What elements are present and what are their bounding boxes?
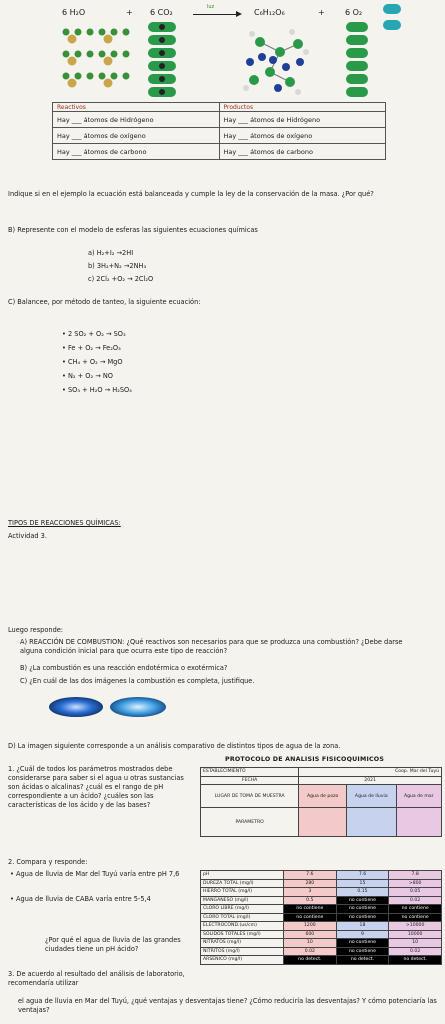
spacer-cell xyxy=(347,808,396,837)
value-mar: 10000 xyxy=(389,930,442,939)
value-mar: no contiene xyxy=(389,905,442,914)
row-dureza xyxy=(201,879,442,888)
row-ph xyxy=(201,871,442,880)
value-lluvia: no contiene xyxy=(336,913,389,922)
value-pozo: 10 xyxy=(284,939,337,948)
param-name: CLORO LIBRE (mg/l) xyxy=(201,905,284,914)
establecimiento-label: ESTABLECIMIENTO xyxy=(201,768,299,777)
row-solidos xyxy=(201,930,442,939)
question-a: A) REACCIÓN DE COMBUSTION: ¿Qué reactivos son necesarios para que se produzca una combustión? ¿Debe darse alguna condición inicial para que ocurra este tipo de reacción? xyxy=(20,638,403,655)
section-c-item: • SO₃ + H₂O → H₂SO₄ xyxy=(62,386,132,394)
fecha-value: 2021 xyxy=(299,776,442,785)
value-pozo: no contiene xyxy=(284,913,337,922)
value-pozo: 600 xyxy=(284,930,337,939)
param-name: ELECTROCOND.(us/cm) xyxy=(201,922,284,931)
section-c-title: C) Balancee, por método de tanteo, la siguiente ecuación: xyxy=(8,298,201,306)
question-3: 3. De acuerdo al resultado del análisis de laboratorio, recomendaría utilizar xyxy=(8,970,185,987)
section-c-item: • Fe + O₂ → Fe₂O₃ xyxy=(62,344,121,352)
value-lluvia: 18 xyxy=(336,922,389,931)
question-2-bullet-2: • Agua de lluvia de CABA varía entre 5-5,4 xyxy=(10,895,151,903)
question-indique: Indique si en el ejemplo la ecuación está balanceada y cumple la ley de la conservación de la masa. ¿Por qué? xyxy=(8,190,374,198)
co2-molecules-model xyxy=(144,20,184,98)
luego-responde: Luego responde: xyxy=(8,626,64,634)
fecha-label: FECHA xyxy=(201,776,299,785)
header-reactivos: Reactivos xyxy=(53,103,220,112)
cell-reactivos-oxigeno[interactable]: Hay ___ átomos de oxígeno xyxy=(53,128,220,144)
section-c-item: • CH₄ + O₂ → MgO xyxy=(62,358,123,366)
row-cloro-total xyxy=(201,913,442,922)
arrow-head xyxy=(236,11,242,17)
section-c-item: • 2 SO₂ + O₂ → SO₃ xyxy=(62,330,126,338)
section-b-item-a: a) H₂+I₂ →2HI xyxy=(88,249,134,257)
value-lluvia: no detect. xyxy=(336,956,389,965)
value-lluvia: no contiene xyxy=(336,947,389,956)
question-1: 1. ¿Cuál de todos los parámetros mostrados debe considerarse para saber si el agua u otras sustancias son ácidas o alcalinas? ¿cuál es el rango de pH correspondiente a un ácido? ¿cuáles son las características de los ácido y de las bases? xyxy=(8,765,184,809)
row-nitritos xyxy=(201,947,442,956)
column-lluvia: Agua de lluvia xyxy=(347,785,396,808)
value-lluvia: 0.15 xyxy=(336,888,389,897)
row-nitratos xyxy=(201,939,442,948)
types-title: TIPOS DE REACCIONES QUÍMICAS: xyxy=(8,519,121,527)
oxygen-legend-icon-2 xyxy=(383,20,401,30)
parametro-label: PARAMETRO xyxy=(201,808,299,837)
section-b-item-b: b) 3H₂+N₂ →2NH₃ xyxy=(88,262,147,270)
value-mar: 0.02 xyxy=(389,947,442,956)
oxygen-legend-icon xyxy=(383,4,401,14)
question-2: 2. Compara y responde: xyxy=(8,858,88,866)
header-productos: Productos xyxy=(219,103,386,112)
reactant-co2: 6 CO₂ xyxy=(150,8,173,17)
plus-sign-2: + xyxy=(318,8,325,17)
section-b-item-c: c) 2Cl₂ +O₂ → 2Cl₂O xyxy=(88,275,154,283)
param-name: SOLIDOS TOTALES (mg/l) xyxy=(201,930,284,939)
cell-productos-hidrogeno[interactable]: Hay ___ átomos de Hidrógeno xyxy=(219,112,386,128)
arrow-label: luz xyxy=(207,4,215,10)
param-name: pH xyxy=(201,871,284,880)
value-mar: no detect. xyxy=(389,956,442,965)
equation xyxy=(0,0,445,100)
section-c-list xyxy=(62,330,132,400)
param-name: MANGANESO (mg/l) xyxy=(201,896,284,905)
product-glucose: C₆H₁₂O₆ xyxy=(254,8,285,17)
question-d: D) La imagen siguiente corresponde a un análisis comparativo de distintos tipos de agua de la zona. xyxy=(8,742,341,750)
section-c-item: • N₂ + O₂ → NO xyxy=(62,372,113,380)
burner-incomplete-combustion-image xyxy=(110,697,166,717)
burner-complete-combustion-image xyxy=(49,697,103,717)
value-lluvia: no contiene xyxy=(336,905,389,914)
value-mar: 0.02 xyxy=(389,896,442,905)
section-b-title: B) Represente con el modelo de esferas las siguientes ecuaciones químicas xyxy=(8,226,258,234)
question-2-bullet-1: • Agua de lluvia de Mar del Tuyú varía entre pH 7,6 xyxy=(10,870,180,878)
question-b: B) ¿La combustión es una reacción endotérmica o exotérmica? xyxy=(20,664,228,672)
value-lluvia: 9 xyxy=(336,930,389,939)
row-arsenico xyxy=(201,956,442,965)
product-oxygen: 6 O₂ xyxy=(345,8,363,17)
protocol-title: PROTOCOLO DE ANALISIS FISICOQUIMICOS xyxy=(225,756,385,763)
value-mar: 0.05 xyxy=(389,888,442,897)
lugar-label: LUGAR DE TOMA DE MUESTRA xyxy=(201,785,299,808)
value-lluvia: 15 xyxy=(336,879,389,888)
value-pozo: 1200 xyxy=(284,922,337,931)
protocol-data-table xyxy=(200,870,442,965)
question-c: C) ¿En cuál de las dos imágenes la combustión es completa, justifique. xyxy=(20,677,255,685)
value-mar: >800 xyxy=(389,879,442,888)
value-mar: no contiene xyxy=(389,913,442,922)
value-pozo: 280 xyxy=(284,879,337,888)
param-name: ARSENICO (mg/l) xyxy=(201,956,284,965)
value-lluvia: no contiene xyxy=(336,896,389,905)
establecimiento-value: Coop. Mar del Tuyú xyxy=(299,768,442,777)
value-lluvia: no contiene xyxy=(336,939,389,948)
value-mar: 7.8 xyxy=(389,871,442,880)
plus-sign: + xyxy=(126,8,133,17)
column-pozo: Agua de pozo xyxy=(299,785,347,808)
question-2-followup: ¿Por qué el agua de lluvia de las grandes ciudades tiene un pH ácido? xyxy=(45,936,181,953)
cell-productos-carbono[interactable]: Hay ___ átomos de carbono xyxy=(219,144,386,160)
row-cloro-libre xyxy=(201,905,442,914)
param-name: NITRATOS (mg/l) xyxy=(201,939,284,948)
row-hierro xyxy=(201,888,442,897)
bottom-text: el agua de lluvia en Mar del Tuyú, ¿qué ventajas y desventajas tiene? ¿Cómo reduciría las desventajas? Y cómo potenciaría las ventajas? xyxy=(18,997,437,1014)
o2-molecules-model xyxy=(343,20,373,98)
param-name: HIERRO TOTAL (mg/l) xyxy=(201,888,284,897)
reaction-arrow xyxy=(193,14,237,15)
reactant-water: 6 H₂O xyxy=(62,8,86,17)
spacer-cell xyxy=(396,808,441,837)
glucose-molecule-model xyxy=(240,22,310,100)
row-manganeso xyxy=(201,896,442,905)
param-name: CLORO TOTAL (mg/l) xyxy=(201,913,284,922)
value-pozo: 7.6 xyxy=(284,871,337,880)
water-molecules-model xyxy=(58,24,138,94)
atoms-count-table xyxy=(52,102,386,160)
value-pozo: 0.02 xyxy=(284,947,337,956)
protocol-table xyxy=(200,767,442,837)
value-pozo: no contiene xyxy=(284,905,337,914)
param-name: DUREZA TOTAL (mg/l) xyxy=(201,879,284,888)
spacer-cell xyxy=(299,808,347,837)
cell-productos-oxigeno[interactable]: Hay ___ átomos de oxígeno xyxy=(219,128,386,144)
value-mar: >10000 xyxy=(389,922,442,931)
value-lluvia: 7.6 xyxy=(336,871,389,880)
cell-reactivos-hidrogeno[interactable]: Hay ___ átomos de Hidrógeno xyxy=(53,112,220,128)
value-pozo: no detect. xyxy=(284,956,337,965)
cell-reactivos-carbono[interactable]: Hay ___ átomos de carbono xyxy=(53,144,220,160)
value-mar: 10 xyxy=(389,939,442,948)
activity-label: Actividad 3. xyxy=(8,532,47,540)
param-name: NITRITOS (mg/l) xyxy=(201,947,284,956)
row-electrocond xyxy=(201,922,442,931)
value-pozo: 3 xyxy=(284,888,337,897)
value-pozo: 0.5 xyxy=(284,896,337,905)
column-mar: Agua de mar xyxy=(396,785,441,808)
